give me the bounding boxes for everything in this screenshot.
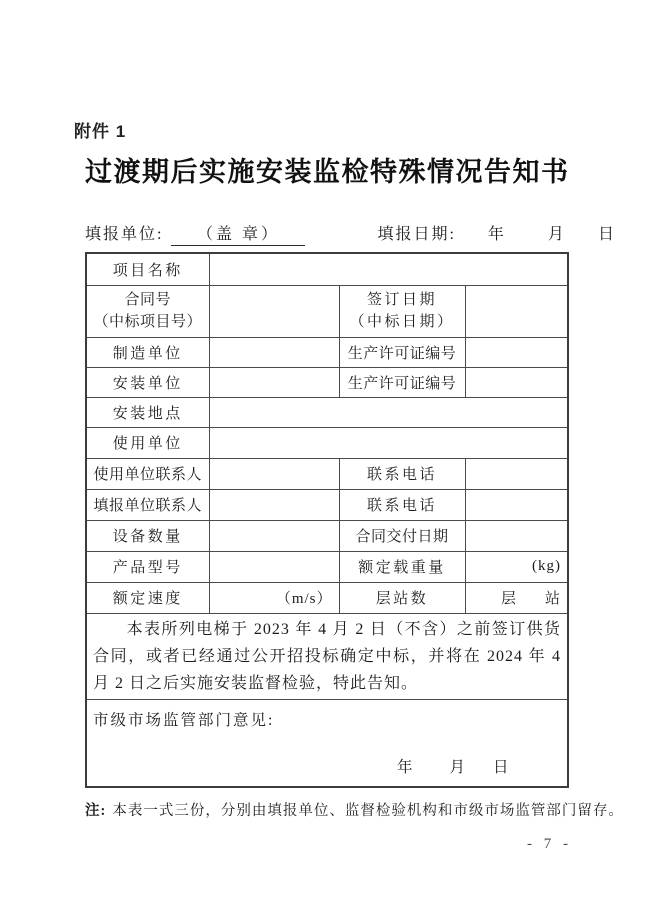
user-unit-value [209,427,568,458]
row-manufacturer [86,337,568,367]
contract-no-value [209,285,339,337]
row-project-name [86,253,568,285]
rated-speed-unit: （m/s） [209,582,339,613]
delivery-date-label: 合同交付日期 [339,520,465,551]
month-label: 月 [547,226,566,243]
rated-load-label: 额定载重量 [339,551,465,582]
install-site-value [209,397,568,427]
year-label: 年 [487,226,506,243]
filler-phone-value [465,489,568,520]
delivery-date-value [465,520,568,551]
inst-license-value [465,367,568,397]
user-phone-value [465,458,568,489]
floor-count-unit [465,582,568,613]
sign-date-value [465,285,568,337]
opinion-year-label: 年 [397,759,413,777]
user-unit-label: 使用单位 [86,427,209,458]
row-device-count [86,520,568,551]
contract-no-label-line1: 合同号 [124,292,171,308]
installer-value [209,367,339,397]
opinion-month-label: 月 [449,759,466,777]
footnote-text: 本表一式三份，分别由填报单位、监督检验机构和市级市场监管部门留存。 [112,803,624,819]
opinion-day-label: 日 [493,759,509,777]
product-model-value [209,551,339,582]
row-rated-speed [86,582,568,613]
footnote [85,799,624,820]
day-label: 日 [597,226,616,243]
page-number: - 7 - [527,836,572,852]
row-install-site [86,397,568,427]
user-contact-label: 使用单位联系人 [86,458,209,489]
sign-date-label [339,285,465,337]
installer-label: 安装单位 [86,367,209,397]
row-contract-no [86,285,568,337]
device-count-label: 设备数量 [86,520,209,551]
mfr-license-value [465,337,568,367]
floor-unit-zhan: 站 [544,591,561,607]
opinion-label: 市级市场监管部门意见: [93,712,275,730]
manufacturer-label: 制造单位 [86,337,209,367]
seal-blank-field: （盖 章） [171,221,305,246]
rated-speed-label: 额定速度 [86,582,209,613]
filler-phone-label: 联系电话 [339,489,465,520]
manufacturer-value [209,337,339,367]
opinion-date-line [397,755,561,777]
row-user-unit [86,427,568,458]
floor-unit-ceng: 层 [500,591,517,607]
form-table [85,252,569,788]
notice-text: 本表所列电梯于 2023 年 4 月 2 日（不含）之前签订供货合同，或者已经通过公开招投标确定中标，并将在 2024 年 4 月 2 日之后实施安装监督检验，特此告知。 [93,620,561,692]
sign-date-label-line2: （中标日期） [349,314,455,330]
notice-cell [86,613,568,699]
opinion-cell [86,699,568,787]
install-site-label: 安装地点 [86,397,209,427]
row-user-contact [86,458,568,489]
project-name-label: 项目名称 [86,253,209,285]
mfr-license-label: 生产许可证编号 [339,337,465,367]
contract-no-label [86,285,209,337]
row-product-model [86,551,568,582]
contract-no-label-line2: （中标项目号） [93,314,202,330]
footnote-prefix: 注: [85,803,107,819]
reporting-unit-label: 填报单位: [85,226,164,243]
row-installer [86,367,568,397]
project-name-value [209,253,568,285]
inst-license-label: 生产许可证编号 [339,367,465,397]
user-contact-value [209,458,339,489]
row-opinion [86,699,568,787]
product-model-label: 产品型号 [86,551,209,582]
sign-date-label-line1: 签订日期 [366,292,437,308]
user-phone-label: 联系电话 [339,458,465,489]
filler-contact-label: 填报单位联系人 [86,489,209,520]
page-title: 过渡期后实施安装监检特殊情况告知书 [85,157,570,187]
filler-contact-value [209,489,339,520]
form-header-line [85,221,616,246]
attachment-label: 附件 1 [74,122,127,141]
row-notice [86,613,568,699]
rated-load-unit: (kg) [465,551,568,582]
row-filler-contact [86,489,568,520]
reporting-date-label: 填报日期: [377,226,456,243]
device-count-value [209,520,339,551]
floor-count-label: 层站数 [339,582,465,613]
